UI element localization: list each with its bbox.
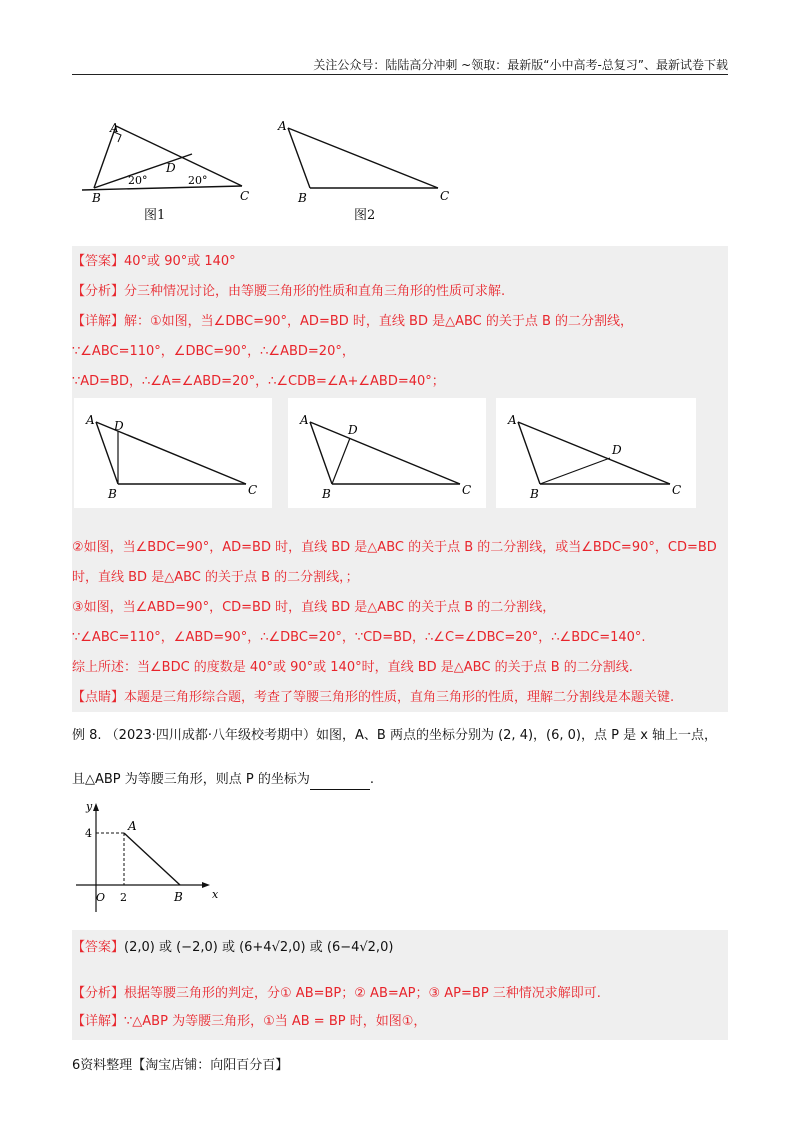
angle-label-2: 20°: [188, 174, 208, 187]
label-c: C: [672, 483, 682, 497]
header-divider: [72, 74, 728, 75]
axis-y-label: y: [86, 800, 93, 813]
label-b: B: [298, 191, 307, 205]
label-a: A: [128, 819, 137, 833]
axis-x-label: x: [212, 888, 219, 901]
label-a: A: [300, 413, 309, 427]
figure-1-caption: 图1: [144, 208, 166, 223]
figure-2: [272, 116, 452, 206]
ex8-answer: 【答案】(2,0) 或 (−2,0) 或 (6+4√2,0) 或 (6−4√2,0): [72, 940, 394, 955]
ex7-detail-7: ∵∠ABC=110°，∠ABD=90°，∴∠DBC=20°，∵CD=BD，∴∠C=∠DBC=20°，∴∠BDC=140°.: [72, 630, 646, 645]
answer-blank: [310, 777, 370, 790]
ex7-detail-4: ②如图，当∠BDC=90°，AD=BD 时，直线 BD 是△ABC 的关于点 B 的二分割线，或当∠BDC=90°，CD=BD: [72, 540, 717, 555]
ex7-analysis: 【分析】分三种情况讨论，由等腰三角形的性质和直角三角形的性质可求解.: [72, 284, 506, 299]
label-d: D: [114, 419, 124, 433]
ex7-answer: 【答案】40°或 90°或 140°: [72, 254, 236, 269]
label-c: C: [240, 189, 250, 203]
label-d: D: [166, 161, 176, 175]
ex8-question-2: 且△ABP 为等腰三角形，则点 P 的坐标为 .: [72, 770, 374, 790]
ex7-detail-8: 综上所述：当∠BDC 的度数是 40°或 90°或 140°时，直线 BD 是△ABC 的关于点 B 的二分割线.: [72, 660, 633, 675]
ex7-detail-1: 【详解】解：①如图，当∠DBC=90°，AD=BD 时，直线 BD 是△ABC 的关于点 B 的二分割线，: [72, 314, 634, 329]
label-c: C: [462, 483, 472, 497]
tick-4: 4: [85, 827, 92, 840]
page-footer: 6资料整理【淘宝店铺：向阳百分百】: [72, 1058, 289, 1073]
label-a: A: [508, 413, 517, 427]
label-a: A: [110, 121, 119, 135]
label-b: B: [108, 487, 117, 501]
ex7-detail-6: ③如图，当∠ABD=90°，CD=BD 时，直线 BD 是△ABC 的关于点 B 的二分割线，: [72, 600, 556, 615]
ex7-detail-3: ∵AD=BD，∴∠A=∠ABD=20°，∴∠CDB=∠A+∠ABD=40°；: [72, 374, 445, 389]
label-a: A: [86, 413, 95, 427]
origin-label: O: [96, 891, 106, 904]
ex7-detail-5: 时，直线 BD 是△ABC 的关于点 B 的二分割线，；: [72, 570, 359, 585]
figure-2-caption: 图2: [354, 208, 376, 223]
ex7-point: 【点睛】本题是三角形综合题，考查了等腰三角形的性质，直角三角形的性质，理解二分割线是本题关键.: [72, 690, 675, 705]
label-d: D: [348, 423, 358, 437]
case-figure-2: [288, 398, 486, 508]
label-d: D: [612, 443, 622, 457]
page-header: 关注公众号：陆陆高分冲刺 ~领取：最新版“小中高考-总复习”、最新试卷下载: [313, 58, 728, 72]
case-figure-3: [496, 398, 696, 508]
ex8-analysis: 【分析】根据等腰三角形的判定，分① AB=BP；② AB=AP；③ AP=BP 三种情况求解即可.: [72, 986, 601, 1001]
tick-2: 2: [120, 891, 127, 904]
label-b: B: [530, 487, 539, 501]
label-b: B: [174, 890, 183, 904]
figure-1: [80, 118, 260, 208]
label-b: B: [92, 191, 101, 205]
label-c: C: [248, 483, 258, 497]
ex8-detail: 【详解】∵△ABP 为等腰三角形，①当 AB = BP 时，如图①，: [72, 1014, 427, 1029]
label-b: B: [322, 487, 331, 501]
ex7-detail-2: ∵∠ABC=110°，∠DBC=90°，∴∠ABD=20°，: [72, 344, 355, 359]
ex8-question-1: 例 8. （2023·四川成都·八年级校考期中）如图，A、B 两点的坐标分别为 (2, 4)，(6, 0)，点 P 是 x 轴上一点，: [72, 728, 718, 743]
angle-label-1: 20°: [128, 174, 148, 187]
label-a: A: [278, 119, 287, 133]
label-c: C: [440, 189, 450, 203]
case-figure-1: [74, 398, 272, 508]
coordinate-graph: [72, 800, 222, 925]
